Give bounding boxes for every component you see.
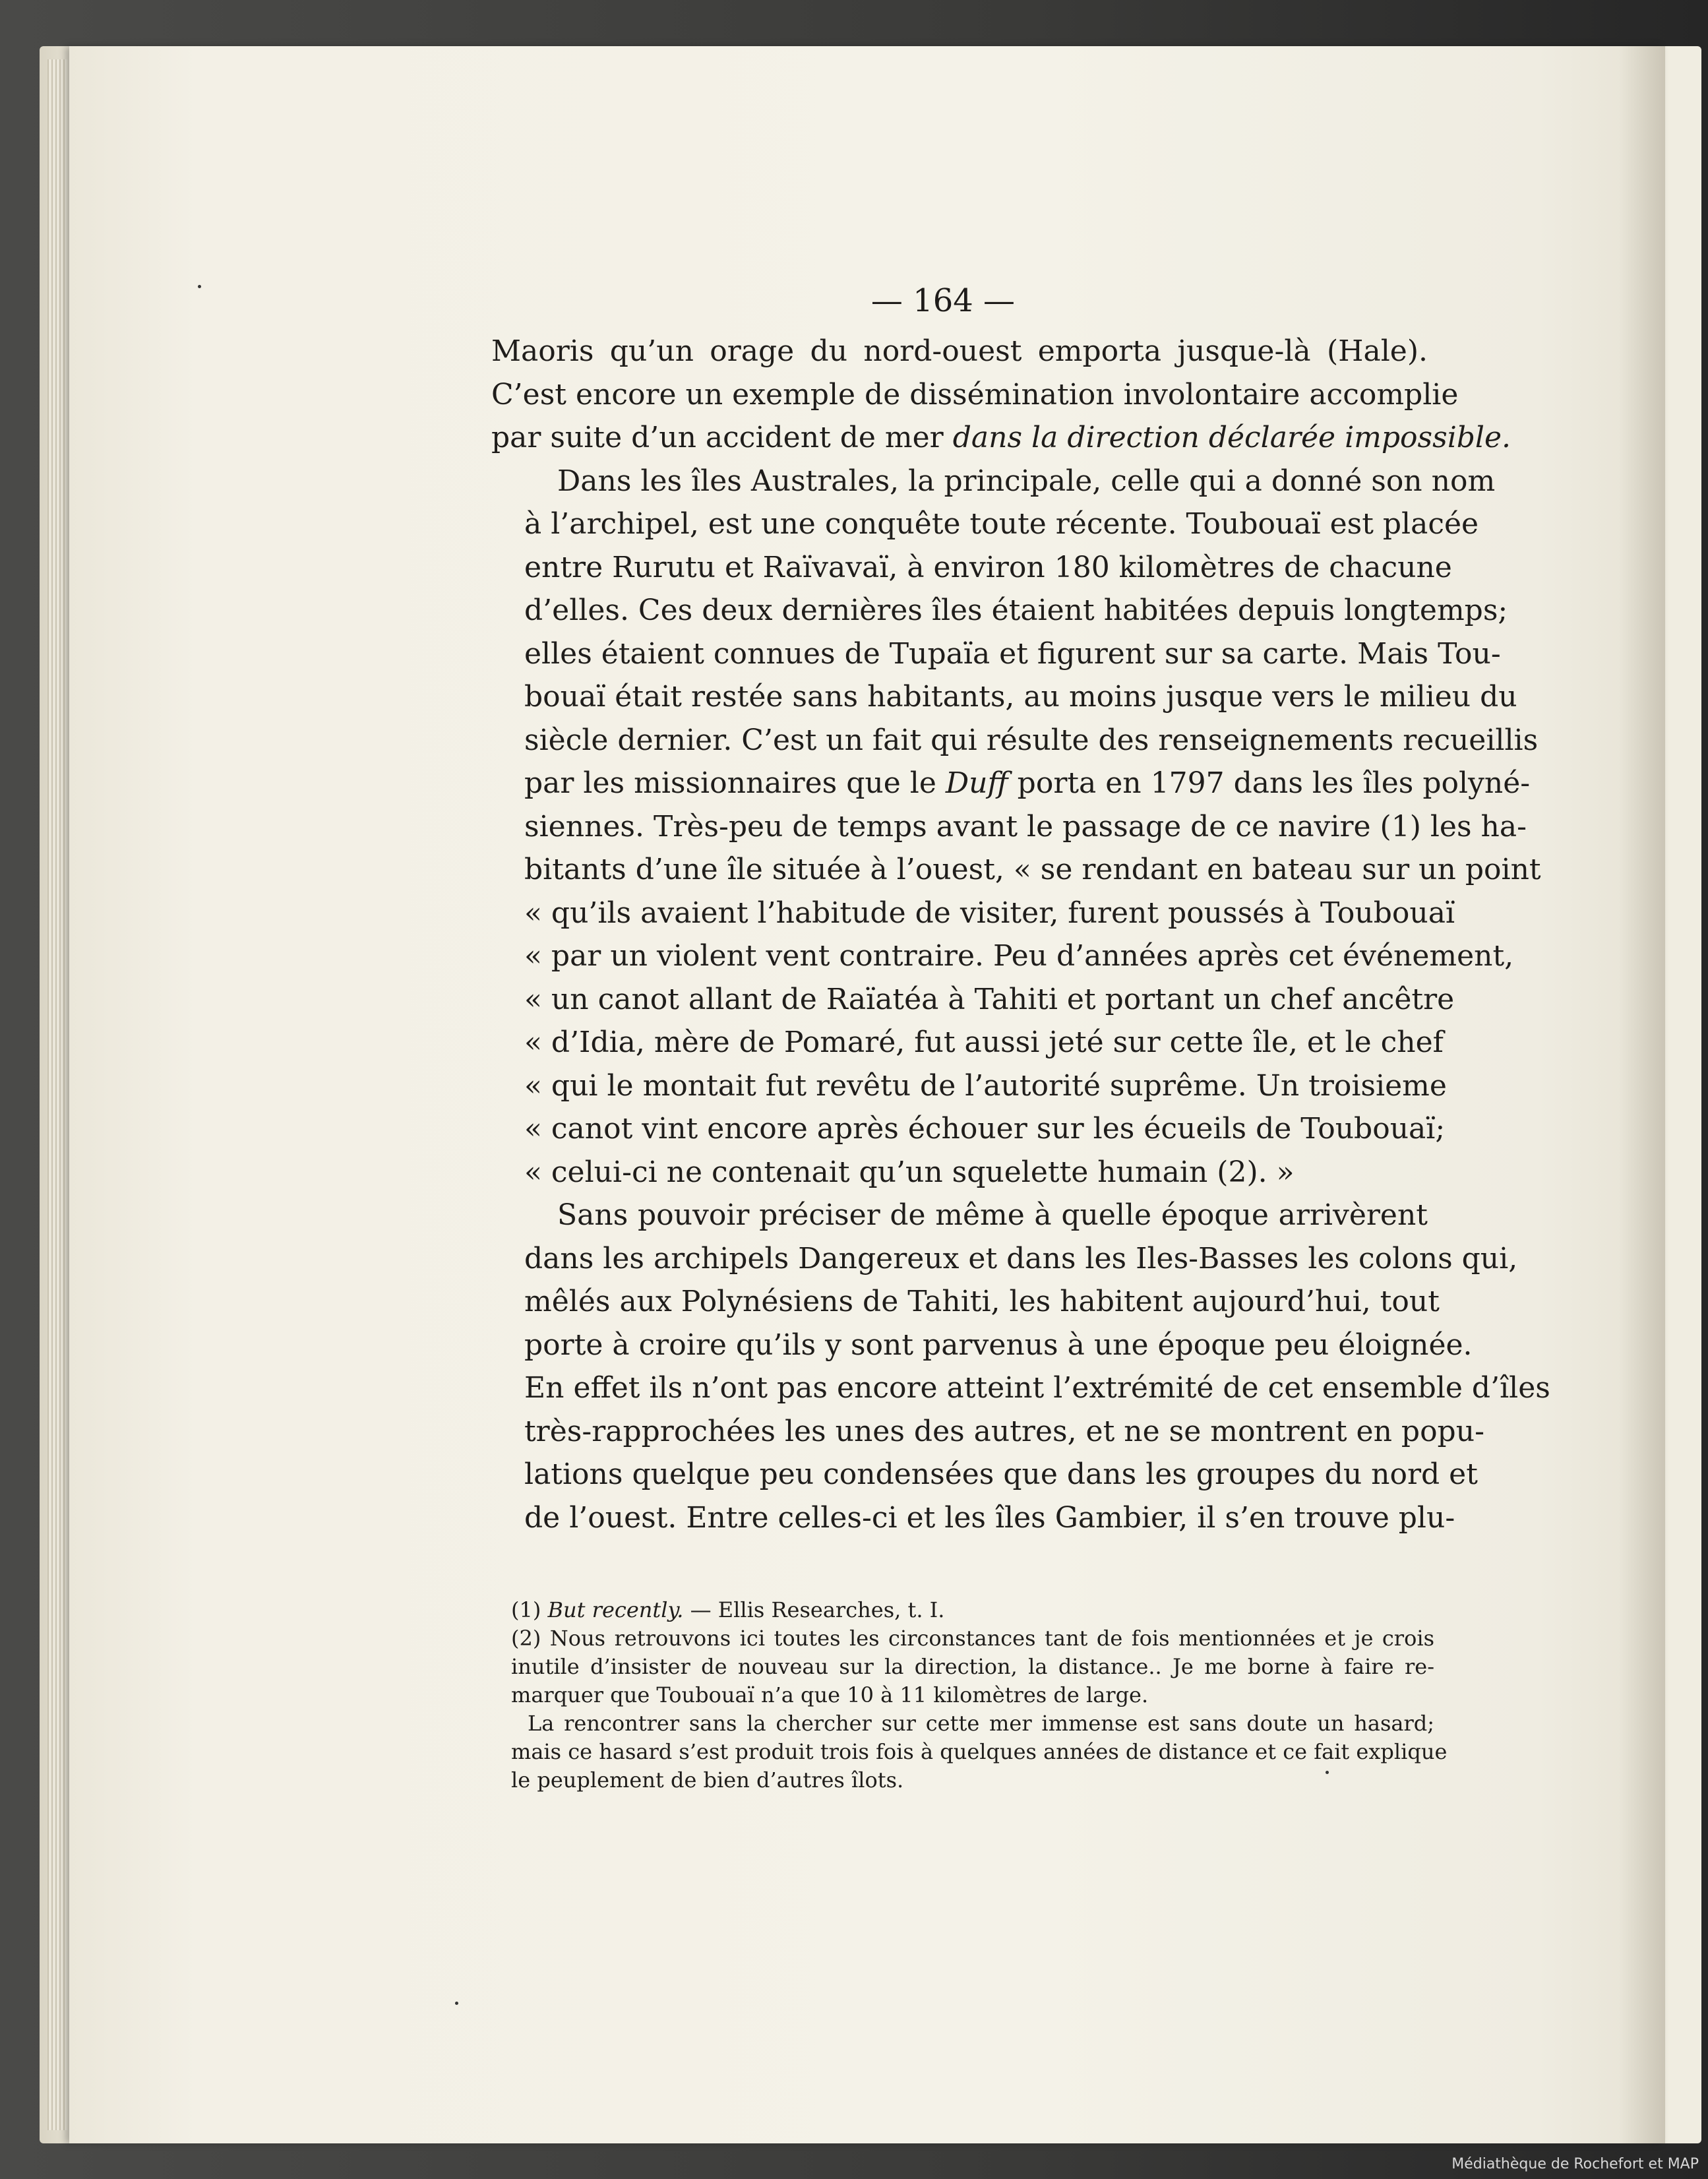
text-line: de l’ouest. Entre celles-ci et les îles Gambier, il s’en trouve plu- xyxy=(524,1500,1455,1535)
text-line: très-rapprochées les unes des autres, et ne se montrent en popu- xyxy=(524,1414,1484,1448)
text-line: siècle dernier. C’est un fait qui résulte des renseignements recueillis xyxy=(524,723,1539,757)
text-line: à l’archipel, est une conquête toute récente. Toubouaï est placée xyxy=(524,507,1479,541)
text-line: par les missionnaires que le Duff porta en 1797 dans les îles polyné- xyxy=(524,766,1531,800)
text-line: entre Rurutu et Raïvavaï, à environ 180 kilomètres de chacune xyxy=(524,550,1452,584)
paragraph-2 xyxy=(491,460,1541,1194)
body-text xyxy=(491,330,1550,1539)
footnote-2-line: marquer que Toubouaï n’a que 10 à 11 kilomètres de large. xyxy=(511,1682,1149,1707)
quote-line: « un canot allant de Raïatéa à Tahiti et portant un chef ancêtre xyxy=(524,982,1455,1016)
ink-speck xyxy=(455,2002,458,2005)
ship-name: Duff xyxy=(945,766,1008,800)
quote-line: « canot vint encore après échouer sur les écueils de Toubouaï; xyxy=(524,1112,1446,1146)
italic-phrase: dans la direction déclarée impossible. xyxy=(952,421,1511,454)
quote-line: « qu’ils avaient l’habitude de visiter, furent poussés à Toubouaï xyxy=(524,896,1455,930)
text-line: C’est encore un exemple de dissémination involontaire accomplie xyxy=(491,377,1459,412)
text-line: Maoris qu’un orage du nord-ouest emporta jusque-là (Hale). xyxy=(491,334,1428,368)
quote-line: « celui-ci ne contenait qu’un squelette humain (2). » xyxy=(524,1155,1295,1189)
text-line: bouaï était restée sans habitants, au moins jusque vers le milieu du xyxy=(524,680,1517,714)
paragraph-1 xyxy=(491,330,1511,460)
footnote-3-line: La rencontrer sans la chercher sur cette mer immense est sans doute un hasard; xyxy=(528,1711,1434,1736)
footnote-1: (1) But recently. — Ellis Researches, t. I. xyxy=(511,1597,945,1622)
quote-line: « qui le montait fut revêtu de l’autorité suprême. Un troisieme xyxy=(524,1068,1447,1103)
footnote-3-line: le peuplement de bien d’autres îlots. xyxy=(511,1767,904,1793)
footnote-2-line: (2) Nous retrouvons ici toutes les circonstances tant de fois mentionnées et je crois xyxy=(511,1626,1434,1651)
quote-line: « par un violent vent contraire. Peu d’années après cet événement, xyxy=(524,939,1514,973)
footnote-3-line: mais ce hasard s’est produit trois fois à quelques années de distance et ce fait explique xyxy=(511,1739,1448,1764)
text-line: lations quelque peu condensées que dans les groupes du nord et xyxy=(524,1458,1478,1491)
page-edges xyxy=(47,59,67,2130)
page-fold-shadow xyxy=(1619,46,1665,2143)
text-line: d’elles. Ces deux dernières îles étaient habitées depuis longtemps; xyxy=(524,594,1508,627)
ink-speck xyxy=(198,285,201,288)
text-line: porte à croire qu’ils y sont parvenus à une époque peu éloignée. xyxy=(524,1328,1473,1362)
text-line: mêlés aux Polynésiens de Tahiti, les habitent aujourd’hui, tout xyxy=(524,1285,1440,1318)
quote-line: « d’Idia, mère de Pomaré, fut aussi jeté sur cette île, et le chef xyxy=(524,1026,1444,1059)
text-line: bitants d’une île située à l’ouest, « se rendant en bateau sur un point xyxy=(524,853,1541,886)
library-credit: Médiathèque de Rochefort et MAP xyxy=(1451,2156,1699,2172)
footnote-2-line: inutile d’insister de nouveau sur la direction, la distance.. Je me borne à faire re- xyxy=(511,1654,1434,1679)
text-line: En effet ils n’ont pas encore atteint l’extrémité de cet ensemble d’îles xyxy=(524,1371,1550,1405)
text-line: Dans les îles Australes, la principale, celle qui a donné son nom xyxy=(557,464,1496,498)
text-line: siennes. Très-peu de temps avant le passage de ce navire (1) les ha- xyxy=(524,809,1527,844)
paragraph-3 xyxy=(491,1194,1550,1539)
page-number: — 164 — xyxy=(870,282,1016,319)
text-line: elles étaient connues de Tupaïa et figurent sur sa carte. Mais Tou- xyxy=(524,636,1501,671)
text-line: dans les archipels Dangereux et dans les Iles-Basses les colons qui, xyxy=(524,1241,1518,1275)
text-line: Sans pouvoir préciser de même à quelle époque arrivèrent xyxy=(557,1198,1428,1232)
footnotes xyxy=(511,1596,1448,1795)
text-line: par suite d’un accident de mer dans la direction déclarée impossible. xyxy=(491,421,1511,454)
